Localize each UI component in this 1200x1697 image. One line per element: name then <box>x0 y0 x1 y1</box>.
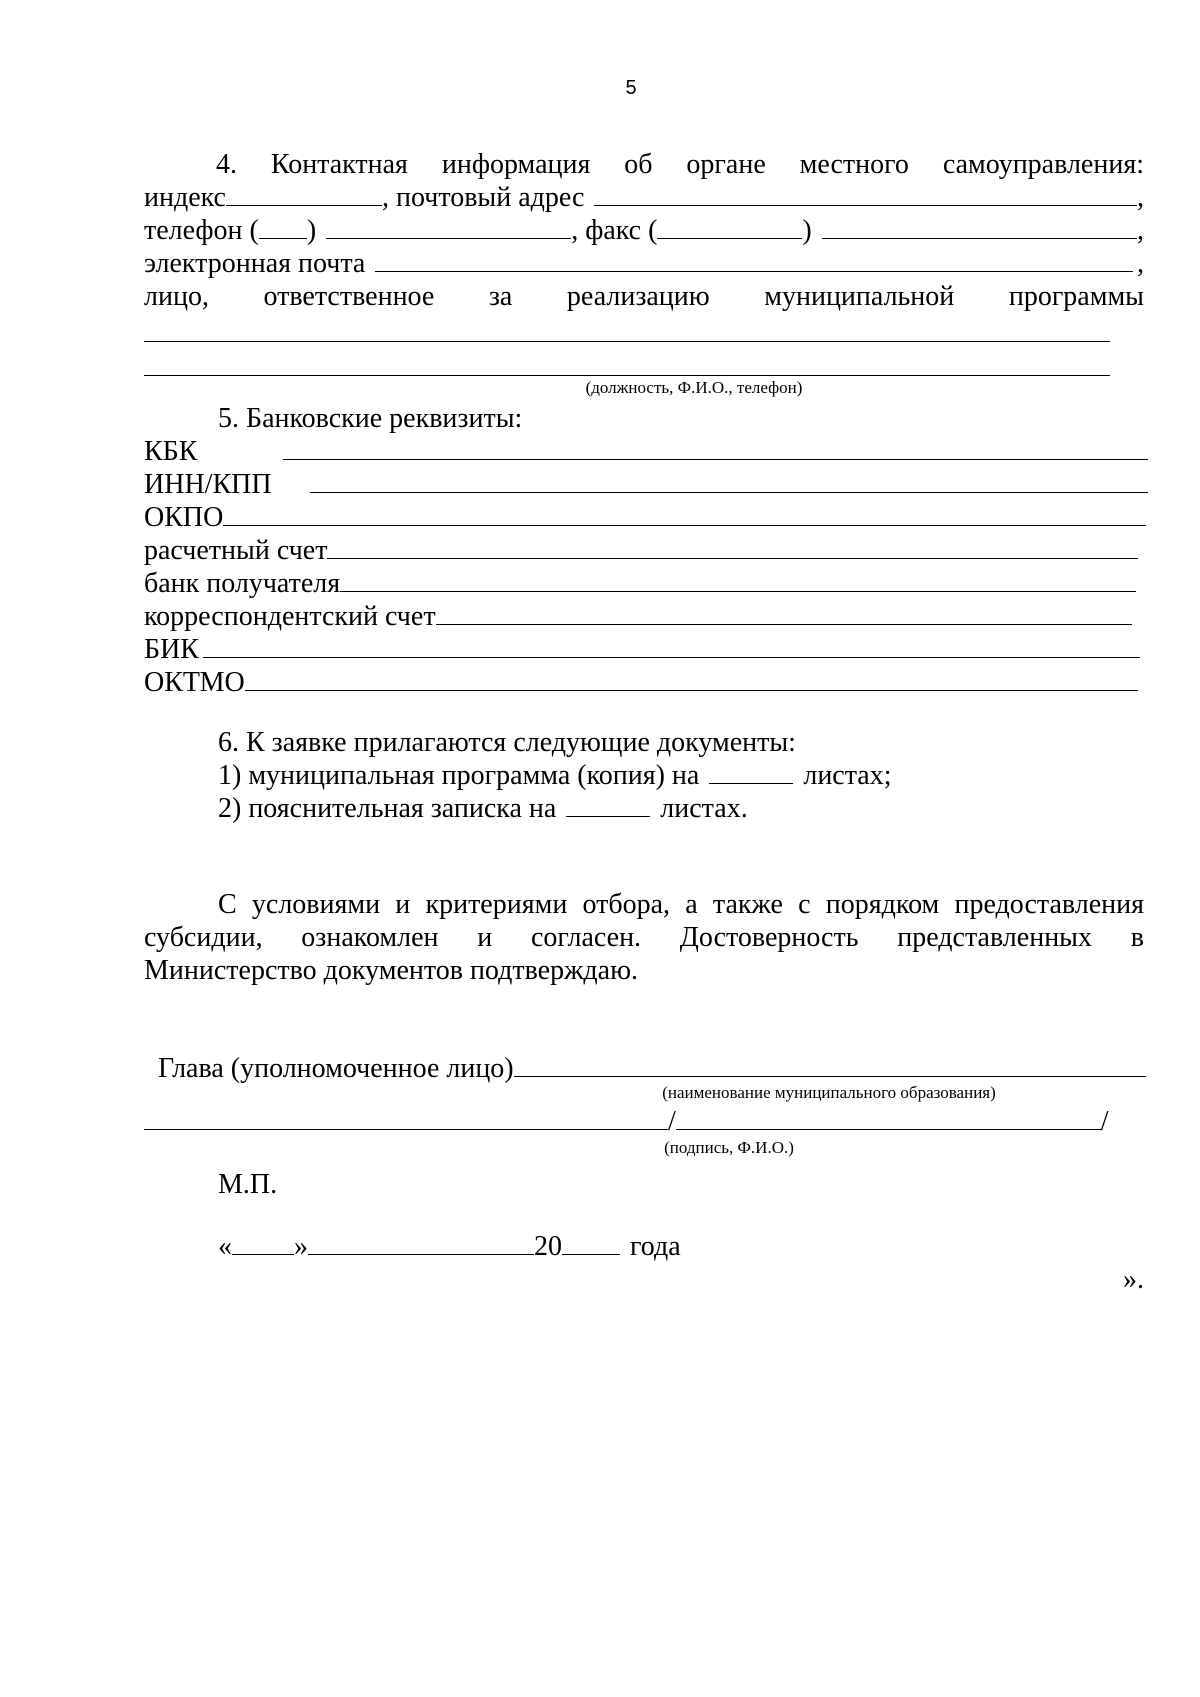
email-field[interactable] <box>375 270 1133 272</box>
full-name-field[interactable] <box>676 1128 1101 1130</box>
phone-fax-line <box>144 214 1144 247</box>
kbk-field[interactable] <box>283 458 1148 460</box>
closing-line <box>144 1263 1144 1296</box>
quote-open: « <box>218 1231 232 1262</box>
bik-label: БИК <box>144 634 199 665</box>
attachment-item-1 <box>144 759 1144 792</box>
bank-field-row <box>144 501 1144 534</box>
sheets-suffix: листах; <box>803 760 892 791</box>
slash: / <box>668 1106 676 1137</box>
email-label: электронная почта <box>144 248 366 279</box>
responsible-word: ответственное <box>263 281 435 312</box>
corr-account-field[interactable] <box>436 623 1132 625</box>
kbk-label: КБК <box>144 436 198 467</box>
agreement-paragraph <box>144 888 1144 987</box>
agreement-word: и <box>477 922 493 953</box>
section4-word: об <box>624 149 653 180</box>
bank-field-row <box>144 567 1144 600</box>
responsible-word: за <box>488 281 513 312</box>
section4-word: самоуправления: <box>942 149 1144 180</box>
section4-word: информация <box>441 149 591 180</box>
agreement-word: ознакомлен <box>301 922 439 953</box>
phone-label: телефон ( <box>144 215 259 246</box>
agreement-word: согласен. <box>530 922 642 953</box>
recipient-bank-field[interactable] <box>340 590 1136 592</box>
signature-caption: (подпись, Ф.И.О.) <box>664 1138 794 1157</box>
recipient-bank-label: банк получателя <box>144 568 341 599</box>
phone-number-field[interactable] <box>326 237 571 239</box>
account-field[interactable] <box>327 557 1138 559</box>
section-bank-details <box>144 402 1144 699</box>
bank-field-row <box>144 600 1144 633</box>
attachment-item-1-text: 1) муниципальная программа (копия) на <box>218 760 700 791</box>
responsible-word: муниципальной <box>764 281 955 312</box>
section4-word: органе <box>686 149 766 180</box>
agreement-line-3: Министерство документов подтверждаю. <box>144 955 639 986</box>
responsible-word: реализацию <box>566 281 710 312</box>
responsible-person-line <box>144 280 1144 313</box>
section6-heading: 6. К заявке прилагаются следующие документы: <box>218 727 796 758</box>
corr-account-label: корреспондентский счет <box>144 601 436 632</box>
bank-field-row <box>144 435 1144 468</box>
phone-code-field[interactable] <box>259 237 307 239</box>
postal-address-label: , почтовый адрес <box>381 182 585 213</box>
fax-code-field[interactable] <box>657 237 802 239</box>
head-line <box>144 1052 1144 1085</box>
closing-quote: ». <box>1123 1264 1144 1295</box>
agreement-word: субсидии, <box>144 922 263 953</box>
agreement-line-2 <box>144 921 1144 954</box>
date-line <box>144 1230 1144 1263</box>
fax-number-field[interactable] <box>822 237 1137 239</box>
program-sheets-field[interactable] <box>709 782 793 784</box>
comma: , <box>1137 215 1144 246</box>
index-field[interactable] <box>226 204 382 206</box>
fax-label: , факс ( <box>571 215 658 246</box>
oktmo-field[interactable] <box>245 689 1138 691</box>
year-field[interactable] <box>562 1253 620 1255</box>
attachment-item-2 <box>144 792 1144 825</box>
page-number: 5 <box>625 77 637 99</box>
agreement-word: в <box>1130 922 1144 953</box>
section-attachments <box>144 726 1144 825</box>
section4-word: местного <box>799 149 909 180</box>
inn-kpp-field[interactable] <box>310 491 1148 493</box>
sheets-suffix: листах. <box>660 793 748 824</box>
section5-heading: 5. Банковские реквизиты: <box>218 403 523 434</box>
account-label: расчетный счет <box>144 535 328 566</box>
note-sheets-field[interactable] <box>566 815 650 817</box>
signature-block <box>144 1052 1144 1296</box>
slash: / <box>1100 1106 1109 1137</box>
paren-close: ) <box>802 215 812 246</box>
signature-field[interactable] <box>144 1128 668 1130</box>
oktmo-label: ОКТМО <box>144 667 245 698</box>
month-field[interactable] <box>308 1253 534 1255</box>
okpo-label: ОКПО <box>144 502 224 533</box>
year-prefix: 20 <box>534 1231 562 1262</box>
stamp-line: М.П. <box>218 1169 278 1200</box>
head-label: Глава (уполномоченное лицо) <box>158 1053 514 1084</box>
municipality-field[interactable] <box>514 1075 1146 1077</box>
agreement-word: представленных <box>897 922 1092 953</box>
paren-close: ) <box>306 215 317 246</box>
attachment-item-2-text: 2) пояснительная записка на <box>218 793 557 824</box>
bik-field[interactable] <box>203 656 1140 658</box>
email-line <box>144 247 1144 280</box>
agreement-text: С условиями и критериями отбора, а также с порядком предоставления <box>218 889 1144 920</box>
postal-address-field[interactable] <box>594 204 1137 206</box>
agreement-line-1 <box>144 888 1144 921</box>
comma: , <box>1137 248 1144 279</box>
section4-word: Контактная <box>270 149 408 180</box>
year-suffix: года <box>630 1231 681 1262</box>
bank-field-row <box>144 666 1144 699</box>
day-field[interactable] <box>232 1253 294 1255</box>
bank-field-row <box>144 633 1144 666</box>
responsible-word: программы <box>1008 281 1144 312</box>
responsible-person-field-2[interactable] <box>144 375 1110 376</box>
signature-line <box>144 1105 1144 1138</box>
section-contact-info <box>144 148 1144 313</box>
municipality-caption: (наименование муниципального образования) <box>662 1083 996 1102</box>
inn-kpp-label: ИНН/КПП <box>144 469 272 500</box>
bank-field-row <box>144 468 1144 501</box>
agreement-word: Достоверность <box>679 922 859 953</box>
index-address-line <box>144 181 1144 214</box>
comma: , <box>1137 182 1144 213</box>
section4-heading <box>144 148 1144 181</box>
responsible-person-field-1[interactable] <box>144 341 1110 342</box>
quote-close: » <box>294 1231 308 1262</box>
responsible-word: лицо, <box>144 281 209 312</box>
index-label: индекс <box>144 182 226 213</box>
responsible-caption: (должность, Ф.И.О., телефон) <box>585 378 803 397</box>
okpo-field[interactable] <box>223 524 1146 526</box>
section4-number: 4. <box>216 149 237 180</box>
bank-field-row <box>144 534 1144 567</box>
